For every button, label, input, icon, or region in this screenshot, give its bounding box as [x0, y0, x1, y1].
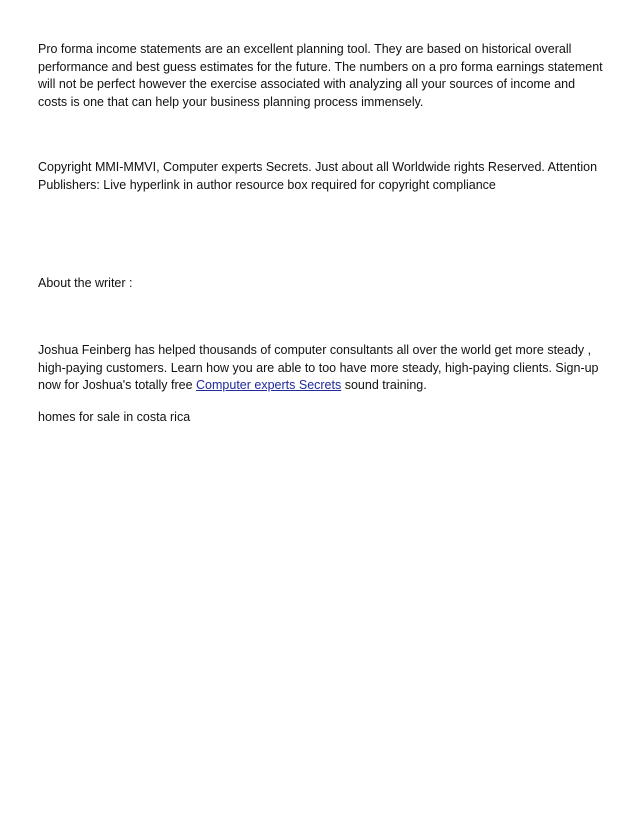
homes-for-sale-text: homes for sale in costa rica [38, 410, 191, 424]
author-bio-text: Joshua Feinberg has helped thousands of computer consultants all over the world get more steady , high-paying customers. Learn how you are able to too have more steady, high-paying clients. Sign-up now for Joshua's totally free [38, 343, 599, 392]
about-writer-heading: About the writer : [38, 276, 133, 290]
author-bio-paragraph [38, 342, 604, 395]
computer-experts-secrets-link[interactable]: Computer experts Secrets [196, 378, 342, 392]
pro-forma-paragraph: Pro forma income statements are an excellent planning tool. They are based on historical overall performance and best guess estimates for the future. The numbers on a pro forma earnings statement will not be perfect however the exercise associated with analyzing all your sources of income and costs is one that can help your business planning process immensely. [38, 42, 603, 109]
author-bio-text-end: sound training. [341, 378, 427, 392]
copyright-paragraph: Copyright MMI-MMVI, Computer experts Secrets. Just about all Worldwide rights Reserved. Attention Publishers: Live hyperlink in author resource box required for copyright compliance [38, 160, 598, 192]
